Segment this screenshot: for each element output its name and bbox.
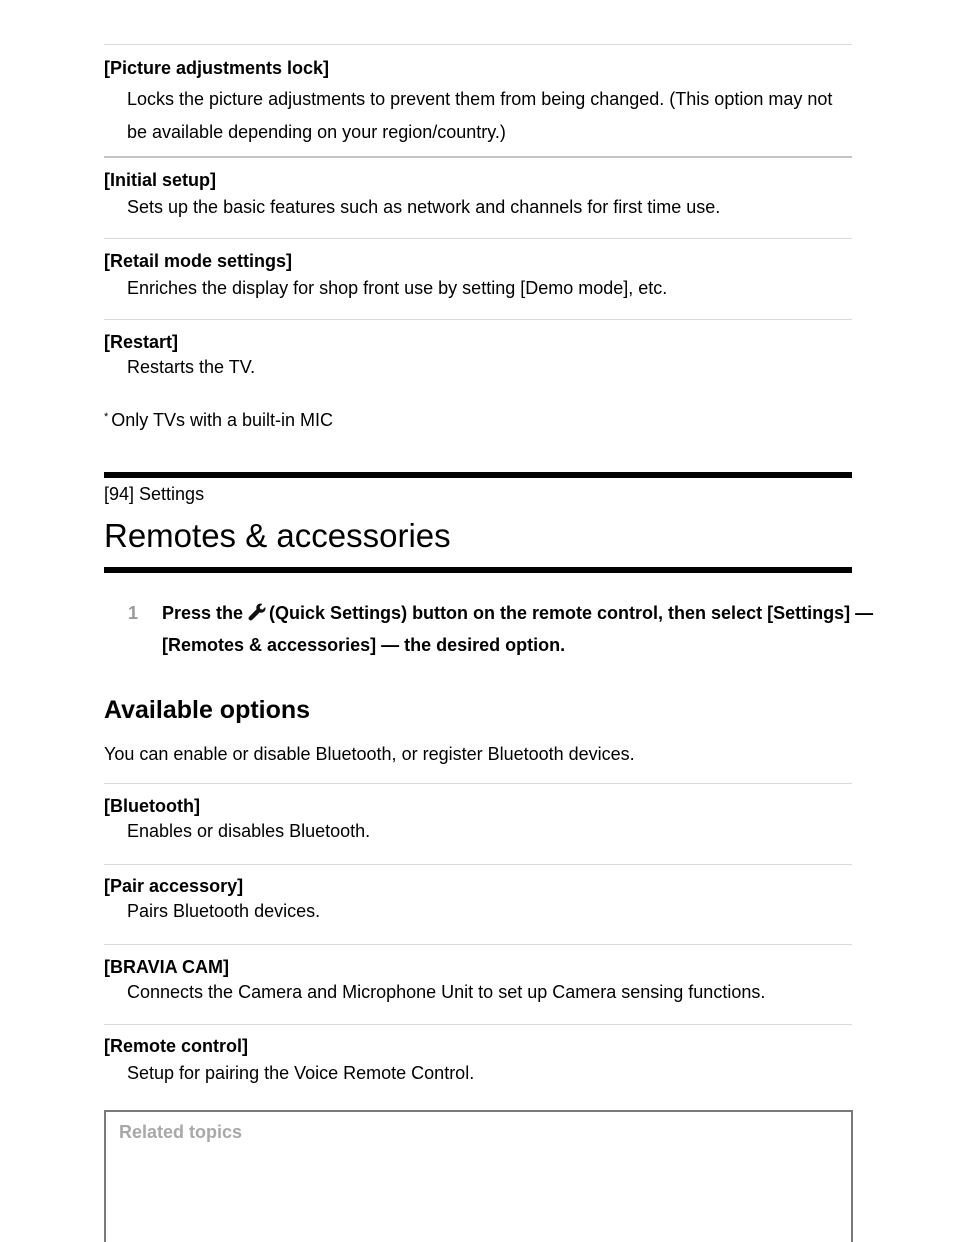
step-number: 1 <box>128 603 139 623</box>
available-options-intro: You can enable or disable Bluetooth, or register Bluetooth devices. <box>104 744 635 764</box>
option-description: Sets up the basic features such as network and channels for first time use. <box>127 197 721 217</box>
option-initial-setup <box>104 169 852 224</box>
step-text-after: (Quick Settings) button on the remote control, then select [Settings] — [Remotes & accessories] — the desired option. <box>162 603 874 655</box>
option-retail-mode-settings <box>104 250 852 305</box>
option-title: [BRAVIA CAM] <box>104 957 229 977</box>
option-title: [Retail mode settings] <box>104 251 293 271</box>
footnote-text: Only TVs with a built-in MIC <box>111 410 334 430</box>
step-text-before: Press the <box>162 603 244 623</box>
option-description: Enriches the display for shop front use by setting [Demo mode], etc. <box>127 278 668 298</box>
option-picture-adjustments-lock <box>104 57 852 149</box>
step-item <box>104 597 910 661</box>
option-title: [Pair accessory] <box>104 876 244 896</box>
option-description: Restarts the TV. <box>127 357 256 377</box>
section-bottom-rule <box>104 567 852 573</box>
option-pair-accessory <box>104 875 852 928</box>
option-title: [Picture adjustments lock] <box>104 58 330 78</box>
option-bravia-cam <box>104 956 852 1009</box>
option-description: Setup for pairing the Voice Remote Control. <box>127 1063 475 1083</box>
option-restart <box>104 331 852 384</box>
option-description: Locks the picture adjustments to prevent them from being changed. (This option may not be available depending on your region/country.) <box>127 89 833 142</box>
page-title: Remotes & accessories <box>104 517 451 554</box>
section-top-rule <box>104 472 852 478</box>
related-topics-box <box>104 1110 853 1242</box>
footnote <box>104 410 852 431</box>
option-bluetooth <box>104 795 852 848</box>
option-title: [Initial setup] <box>104 170 216 190</box>
divider <box>104 864 852 865</box>
divider <box>104 783 852 784</box>
breadcrumb: [94] Settings <box>104 484 205 504</box>
option-title: [Bluetooth] <box>104 796 200 816</box>
available-options-heading: Available options <box>104 696 311 724</box>
option-description: Connects the Camera and Microphone Unit to set up Camera sensing functions. <box>127 982 766 1002</box>
divider <box>104 44 852 45</box>
option-remote-control <box>104 1035 852 1090</box>
option-title: [Restart] <box>104 332 179 352</box>
wrench-icon <box>247 600 267 620</box>
divider <box>104 238 852 239</box>
option-title: [Remote control] <box>104 1036 248 1056</box>
footnote-mark: * <box>104 411 109 423</box>
divider <box>104 319 852 320</box>
divider <box>104 1024 852 1025</box>
divider <box>104 156 852 158</box>
divider <box>104 944 852 945</box>
option-description: Pairs Bluetooth devices. <box>127 901 321 921</box>
related-topics-title: Related topics <box>119 1122 243 1142</box>
option-description: Enables or disables Bluetooth. <box>127 821 371 841</box>
